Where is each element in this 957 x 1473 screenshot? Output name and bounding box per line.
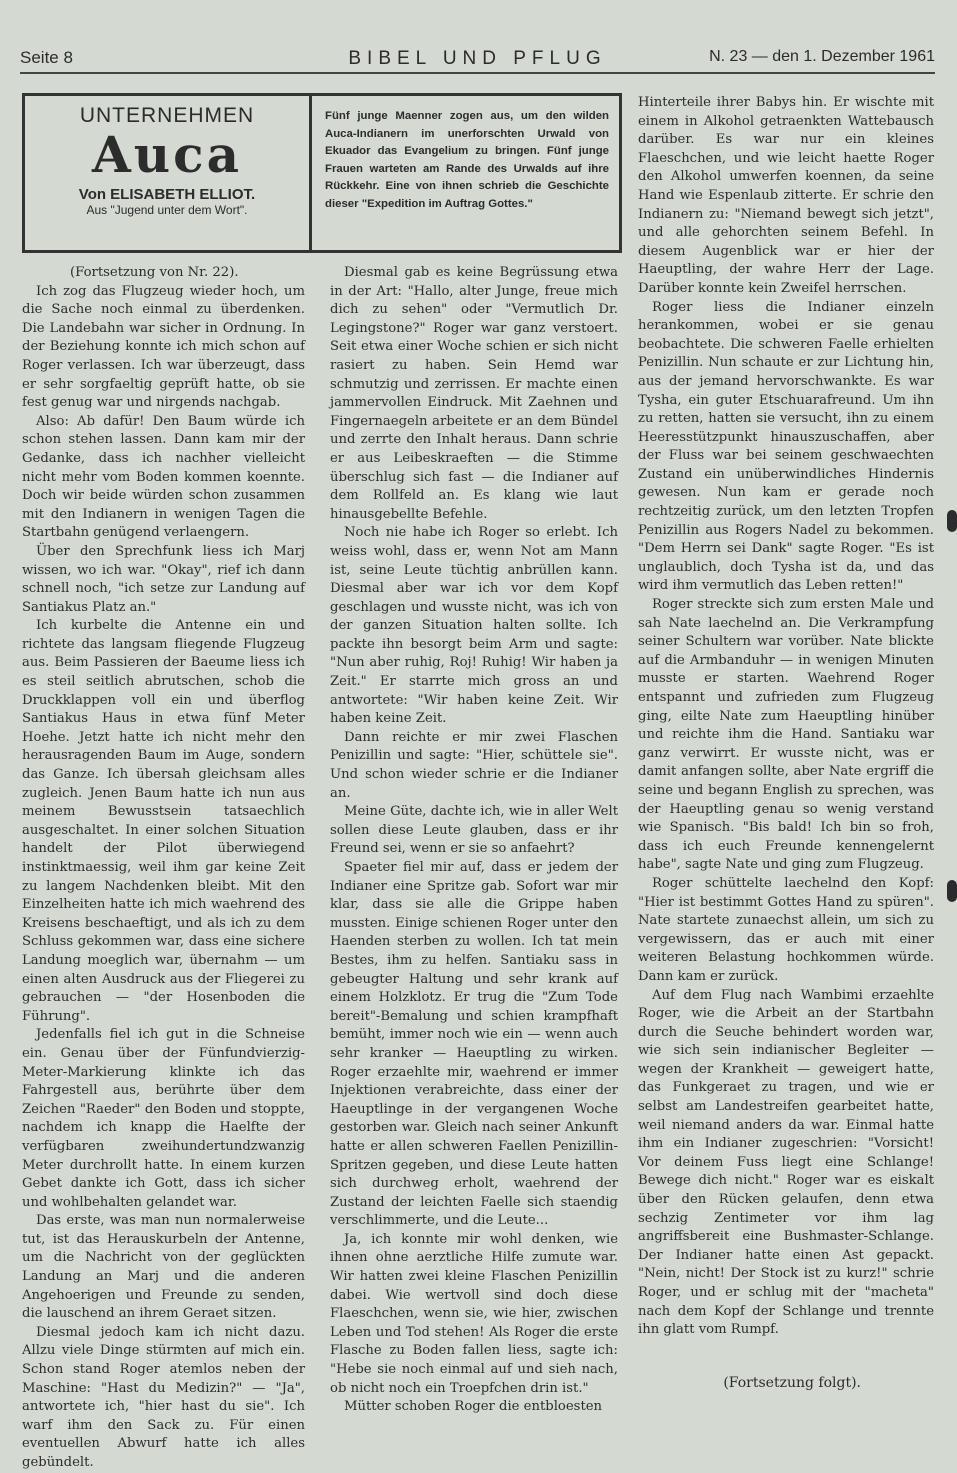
continuation-note: (Fortsetzung folgt). xyxy=(723,1375,861,1391)
paragraph: Hinterteile ihrer Babys hin. Er wischte mit einem in Alkohol getraenkten Wattebausch darüber. Es war nur ein kleines Flaeschchen, und wie leicht haette Roger den Alkohol umwerfen koennen, da seine Hand wie Espenlaub zitterte. Er schrie den Indianern zu: "Niemand bewegt sich jetzt", und alle gehorchten seinem Befehl. In diesem Augenblick war er hier der Haeuptling, der wahre Herr der Lage. Darüber konnte kein Zweifel herrschen. xyxy=(638,95,934,296)
paragraph: Jedenfalls fiel ich gut in die Schneise ein. Genau über der Fünfundvierzig-Meter-Markierung klinkte ich das Fahrgestell aus, berührte über dem Zeichen "Raeder" den Boden und stoppte, nachdem ich knapp die Haelfte der verfügbaren zweihundertundzwanzig Meter durchrollt hatte. In einem kurzen Gebet dankte ich Gott, dass ich sicher und wohlbehalten gelandet war. xyxy=(22,1027,305,1210)
paragraph: Roger schüttelte laechelnd den Kopf: "Hier ist bestimmt Gottes Hand zu spüren". Nate startete zunaechst allein, um sich zu vergewissern, das er auch mit einer weiteren Belastung hochkommen würde. Dann kam er zurück. xyxy=(638,875,934,984)
paragraph: Auf dem Flug nach Wambimi erzaehlte Roger, wie die Arbeit an der Startbahn durch die Seuche behindert worden war, wie sich sein indianischer Begleiter — wegen der Krankheit — geweigert hatte, das Funkgeraet zu tragen, und wie er selbst am Landestreifen gearbeitet hatte, weil niemand anders da war. Einmal hatte ihm ein Indianer zugeschrien: "Vorsicht! Vor deinem Fuss liegt eine Schlange! Bewege dich nicht." Roger war es eiskalt über den Rücken gelaufen, denn etwa sechzig Zentimeter vor ihm lag angriffsbereit eine Bushmaster-Schlange. Der Indianer hatte einen Ast gepackt. "Nein, nicht! Der Stock ist zu kurz!" schrie Roger, und er schlug mit der "macheta" nach dem Kopf der Schlange und trennte ihn glatt vom Rumpf. xyxy=(638,987,934,1338)
paragraph: Roger liess die Indianer einzeln herankommen, wobei er sie genau beobachtete. Die schweren Faelle erhielten Penizillin. Nun schaute er zur Lichtung hin, aus der jemand hervorschwankte. Es war Tysha, ein guter Etschuarafreund. Um ihn zu retten, hatten sie versucht, ihn zu einem Heeresstützpunkt hinauszuschaffen, aber der Fluss war bei seinem geschwaechten Zustand ein unüberwindliches Hindernis gewesen. Nun kam er gerade noch rechtzeitig zurück, um den letzten Tropfen Penizillin aus Rogers Nadel zu bekommen. "Dem Herrn sei Dank" sagte Roger. "Es ist unglaublich, doch Tysha ist da, und das wird ihm vermutlich das Leben retten!" xyxy=(638,299,934,594)
paragraph: Spaeter fiel mir auf, dass er jedem der Indianer eine Spritze gab. Sofort war mir klar, dass sie alle die Grippe haben mussten. Einige schienen Roger unter den Haenden sterben zu wollen. Ich tat mein Bestes, ihm zu helfen. Santiaku sass in gebeugter Haltung und sehr krank auf einem Holzklotz. Er trug die "Zum Tode bereit"-Bemalung und schien krampfhaft bemüht, immer noch wie ein — wenn auch sehr kranker — Haeuptling zu wirken. Roger erzaehlte mir, waehrend er immer Injektionen verabreichte, dass einer der Haeuptlinge in der vergangenen Woche gestorben war. Gleich nach seiner Ankunft hatte er allen schweren Faellen Penizillin-Spritzen gegeben, und diese Leute hatten sich durchweg erholt, waehrend der Zustand der leichten Faelle sich staendig verschlimmerte, und die Leute... xyxy=(330,860,618,1229)
paragraph: Ich zog das Flugzeug wieder hoch, um die Sache noch einmal zu überdenken. Die Landebahn war sicher in Ordnung. In der Beziehung konnte ich mich schon auf Roger verlassen. Ich war überzeugt, dass er sehr sorgfaeltig geprüft hatte, ob sie fest genug war und nirgends nachgab. xyxy=(22,283,305,411)
paragraph: Das erste, was man nun normalerweise tut, ist das Herauskurbeln der Antenne, um die Nachricht von der geglückten Landung an Marj und die anderen Angehoerigen und Freunde zu senden, die lauschend an ihrem Geraet sitzen. xyxy=(22,1213,305,1322)
title-block xyxy=(25,96,309,250)
paragraph: Noch nie habe ich Roger so erlebt. Ich weiss wohl, dass er, wenn Not am Mann ist, seine Leute tüchtig anbrüllen kann. Diesmal aber war ich vor dem Kopf geschlagen und wusste nicht, was ich von der ganzen Situation halten sollte. Ich packte ihn besorgt beim Arm und sagte: "Nun aber ruhig, Roj! Ruhig! Wir haben ja Zeit." Er starrte mich gross an und antwortete: "Wir haben keine Zeit. Wir haben keine Zeit. xyxy=(330,525,618,727)
page-number: Seite 8 xyxy=(20,48,73,67)
article-title-box xyxy=(22,93,622,253)
issue-date: N. 23 — den 1. Dezember 1961 xyxy=(709,48,935,65)
paragraph: Diesmal gab es keine Begrüssung etwa in der Art: "Hallo, alter Junge, freue mich dich zu sehen" oder "Vermutlich Dr. Legingstone?" Roger war ganz verstoert. Seit etwa einer Woche schien er sich nicht rasiert zu haben. Sein Hemd war schmutzig und zerrissen. Er machte einen jammervollen Eindruck. Mit Zaehnen und Fingernaegeln arbeitete er an dem Bündel und zerrte den Inhalt heraus. Dann schrie er aus Leibeskraeften — die Stimme überschlug sich fast — die Indianer auf dem Rollfeld an. Es klang wie laut hinausgebellte Befehle. xyxy=(330,265,618,522)
box-divider xyxy=(309,96,312,250)
binding-hole xyxy=(947,510,957,532)
text-column-2 xyxy=(330,264,618,1417)
article-title: Auca xyxy=(92,125,242,184)
paragraph: Roger streckte sich zum ersten Male und sah Nate laechelnd an. Die Verkrampfung seiner Schultern war vorüber. Nate blickte auf die Armbanduhr — in wenigen Minuten musste er starten. Waehrend Roger entspannt und zufrieden zum Flugzeug ging, eilte Nate zum Haeuptling hinüber und reichte ihm die Hand. Santiaku war ganz verwirrt. Er wusste nicht, was er damit anfangen sollte, aber Nate ergriff die seine und begann English zu sprechen, was der Haeuptling genau so wenig verstand wie Spanisch. "Bis bald! Ich bin so froh, dass ich euch Freunde kennengelernt habe", sagte Nate und ging zum Flugzeug. xyxy=(638,597,934,873)
text-column-3 xyxy=(638,94,934,1340)
author-line: Von ELISABETH ELLIOT. xyxy=(78,186,256,203)
text-column-1 xyxy=(22,264,305,1473)
intro-text: Fünf junge Maenner zogen aus, um den wilden Auca-Indianern im unerforschten Urwald von Ekuador das Evangelium zu bringen. Fünf junge Frauen warteten am Rande des Urwalds auf ihre Rückkehr. Eine von ihnen schrieb die Geschichte dieser "Expedition im Auftrag Gottes." xyxy=(325,110,609,210)
paragraph: Über den Sprechfunk liess ich Marj wissen, wo ich war. "Okay", rief ich dann schnell noch, "ich setze zur Landung auf Santiakus Platz an." xyxy=(22,543,305,615)
binding-hole xyxy=(947,880,957,902)
paragraph: Meine Güte, dachte ich, wie in aller Welt sollen diese Leute glauben, dass er ihr Freund sei, wenn er sie so anfaehrt? xyxy=(330,804,618,857)
paragraph: (Fortsetzung von Nr. 22). xyxy=(70,265,239,280)
kicker: UNTERNEHMEN xyxy=(79,104,255,127)
page-header xyxy=(20,46,935,74)
masthead: BIBEL UND PFLUG xyxy=(348,48,607,69)
paragraph: Dann reichte er mir zwei Flaschen Penizillin und sagte: "Hier, schüttele sie". Und schon wieder schrie er die Indianer an. xyxy=(330,729,618,801)
paragraph: Ich kurbelte die Antenne ein und richtete das langsam fliegende Flugzeug aus. Beim Passieren der Baeume liess ich es steil seitlich abrutschen, schob die Druckklappen voll ein und überflog Santiakus Haus in etwa fünf Meter Hoehe. Jetzt hatte ich nicht mehr den herausragenden Baum im Auge, sondern das Ganze. Ich übersah gleichsam alles zugleich. Jenen Baum hatte ich nun aus meinem Bewusstsein tatsaechlich ausgeschaltet. In einer solchen Situation handelt der Pilot überwiegend instinktmaessig, weil ihm gar keine Zeit zu langem Nachdenken bleibt. Mit den Einzelheiten hatte ich mich waehrend des Kreisens beschaeftigt, und als ich zu dem Schluss gekommen war, dass eine sichere Landung moeglich war, übernahm — um einen alten Ausdruck aus der Fliegerei zu gebrauchen — "der Hosenboden die Führung". xyxy=(22,618,305,1024)
source-line: Aus "Jugend unter dem Wort". xyxy=(86,203,248,217)
paragraph: Diesmal jedoch kam ich nicht dazu. Allzu viele Dinge stürmten auf mich ein. Schon stand Roger atemlos neben der Maschine: "Hast du Medizin?" — "Ja", antwortete ich, "hier hast du sie". Ich warf ihm den Sack zu. Für einen eventuellen Abwurf hatte ich alles gebündelt. xyxy=(22,1324,305,1470)
paragraph: Ja, ich konnte mir wohl denken, wie ihnen ohne aerztliche Hilfe zumute war. Wir hatten zwei kleine Flaschen Penizillin dabei. Wie wertvoll sind doch diese Flaeschchen, wenn sie, wie hier, zwischen Leben und Tod stehen! Als Roger die erste Flasche zu Boden fallen liess, sagte ich: "Hebe sie noch einmal auf und sieh nach, ob nicht noch ein Troepfchen drin ist." xyxy=(330,1231,618,1396)
paragraph: Also: Ab dafür! Den Baum würde ich schon stehen lassen. Dann kam mir der Gedanke, dass ich nachher vielleicht nicht mehr vom Boden kommen koennte. Doch wir beide würden schon zusammen mit den Indianern in wenigen Tagen die Startbahn genügend verlaengern. xyxy=(22,413,305,541)
paragraph: Mütter schoben Roger die entbloesten xyxy=(344,1399,603,1415)
